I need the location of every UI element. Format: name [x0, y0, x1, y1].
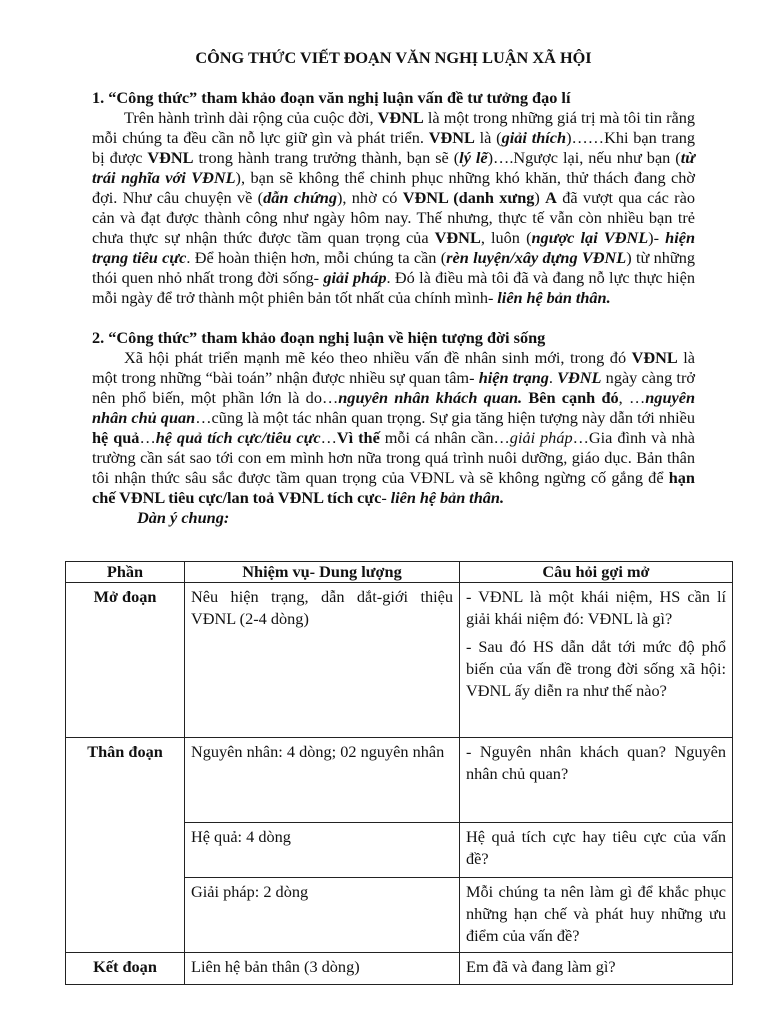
section-2-heading: 2. “Công thức” tham khảo đoạn nghị luận về hiện tượng đời sống [92, 328, 546, 347]
text-run: Bên cạnh đó [528, 388, 619, 407]
text-run: VĐNL [557, 368, 602, 387]
text-run: )……Khi bạn trang bị được [92, 128, 696, 167]
task-cell: Nguyên nhân: 4 dòng; 02 nguyên nhân [185, 738, 460, 823]
task-cell: Nêu hiện trạng, dẫn dắt-giới thiệu VĐNL (2-4 dòng) [185, 583, 460, 738]
text-run: VĐNL [631, 348, 678, 367]
text-run: dẫn chứng [263, 188, 337, 207]
text-run: là ( [474, 128, 502, 147]
text-run: đã vượt qua các rào cản và đạt được thành công như ngày hôm nay. Thế nhưng, thực tế vẫn còn nhiều bạn trẻ chưa thực sự nhận thức được tầm quan trọng của [92, 188, 695, 247]
document-title: CÔNG THỨC VIẾT ĐOẠN VĂN NGHỊ LUẬN XÃ HỘI [195, 48, 592, 67]
table-row-mo-doan [66, 583, 733, 738]
text-run: - [381, 488, 391, 507]
text-run: Vì thế [336, 428, 380, 447]
text-run: lý lẽ [459, 148, 488, 167]
task-cell: Liên hệ bản thân (3 dòng) [185, 953, 460, 985]
text-run: hệ quả tích cực/tiêu cực [155, 428, 321, 447]
text-run: nguyên nhân khách quan. [338, 388, 523, 407]
text-run: A [545, 188, 557, 207]
text-run: ), nhờ có [336, 188, 403, 207]
text-run: ), bạn sẽ không thể chinh phục những khó khăn, thử thách đang chờ đợi. Như câu chuyện về ( [92, 168, 695, 207]
questions-cell: - Nguyên nhân khách quan? Nguyên nhân chủ quan? [460, 738, 733, 823]
task-cell: Giải pháp: 2 dòng [185, 878, 460, 953]
text-run: , luôn ( [480, 228, 532, 247]
section-2-paragraph [92, 348, 695, 508]
text-run: ngày càng trở nên phổ biến, một phần lớn là do… [92, 368, 695, 407]
text-run: VĐNL (danh xưng [402, 188, 535, 207]
text-run: nguyên nhân chủ quan [92, 388, 696, 427]
outline-label: Dàn ý chung: [137, 508, 230, 527]
text-run: …cũng là một tác nhân quan trọng. Sự gia tăng hiện tượng này dẫn tới nhiều [195, 408, 696, 427]
text-run: trong hành trang trưởng thành, bạn sẽ ( [193, 148, 460, 167]
text-run: hiện trạng [478, 368, 549, 387]
table-row-ket-doan [66, 953, 733, 985]
section-cell: Mở đoạn [66, 583, 185, 738]
text-run: liên hệ bản thân. [390, 488, 505, 507]
text-run: hiện trạng tiêu cực [92, 228, 696, 267]
text-run: )….Ngược lại, nếu như bạn ( [487, 148, 681, 167]
text-run: Xã hội phát triển mạnh mẽ kéo theo nhiều vấn đề nhân sinh mới, trong đó [124, 348, 632, 367]
text-run: giải thích [501, 128, 567, 147]
text-run: VĐNL [428, 128, 475, 147]
text-run: . Để hoàn thiện hơn, mỗi chúng ta cần ( [186, 248, 447, 267]
questions-cell: Em đã và đang làm gì? [460, 953, 733, 985]
text-run: … [320, 428, 337, 447]
text-run: ) từ những thói quen nhỏ nhất trong đời sống- [92, 248, 695, 287]
text-run: ) [534, 188, 546, 207]
text-run: là một trong những giá trị mà tôi tin rằng mỗi chúng ta đều cần nỗ lực giữ gìn và phát triển. [92, 108, 695, 147]
text-run: ngược lại VĐNL [531, 228, 649, 247]
questions-cell: Mỗi chúng ta nên làm gì để khắc phục những hạn chế và phát huy những ưu điểm của vấn đề? [460, 878, 733, 953]
document-page [92, 48, 695, 525]
task-cell: Hệ quả: 4 dòng [185, 823, 460, 878]
section-1-paragraph [92, 108, 695, 308]
text-run: là một trong những “bài toán” nhận được nhiều sự quan tâm- [92, 348, 695, 387]
text-run: VĐNL [434, 228, 481, 247]
text-run: từ trái nghĩa với VĐNL [92, 148, 695, 187]
outline-table [65, 561, 733, 985]
text-run: . Đó là điều mà tôi đã và đang nỗ lực thực hiện mỗi ngày để trở thành một phiên bản tốt nhất của chính mình- [92, 268, 695, 307]
text-run: rèn luyện/xây dựng VĐNL [446, 248, 627, 267]
text-run: giải pháp [509, 428, 573, 447]
text-run: , … [618, 388, 646, 407]
questions-cell: Hệ quả tích cực hay tiêu cực của vấn đề? [460, 823, 733, 878]
table-row-nguyen-nhan [66, 738, 733, 823]
header-questions: Câu hỏi gợi mở [460, 562, 733, 583]
section-1-heading: 1. “Công thức” tham khảo đoạn văn nghị luận vấn đề tư tưởng đạo lí [92, 88, 571, 107]
question-line: - Sau đó HS dẫn dắt tới mức độ phổ biến của vấn đề trong đời sống xã hội: VĐNL ấy diễn ra như thế nào? [466, 637, 726, 700]
text-run: )- [648, 228, 666, 247]
table-header-row [66, 562, 733, 583]
question-line: - VĐNL là một khái niệm, HS cần lí giải khái niệm đó: VĐNL là gì? [466, 587, 726, 628]
section-cell: Thân đoạn [66, 738, 185, 953]
text-run: VĐNL [377, 108, 424, 127]
text-run: hệ quả [92, 428, 140, 447]
header-part: Phần [66, 562, 185, 583]
text-run: Trên hành trình dài rộng của cuộc đời, [124, 108, 378, 127]
section-cell: Kết đoạn [66, 953, 185, 985]
text-run: hạn chế VĐNL tiêu cực/lan toả VĐNL tích cực [92, 468, 695, 507]
text-run: mỗi cá nhân cần… [379, 428, 510, 447]
text-run: giải pháp [323, 268, 387, 287]
questions-cell [460, 583, 733, 738]
text-run: liên hệ bản thân. [497, 288, 611, 307]
text-run: VĐNL [147, 148, 194, 167]
text-run: … [139, 428, 156, 447]
header-task: Nhiệm vụ- Dung lượng [185, 562, 460, 583]
text-run: …Gia đình và nhà trường cần sát sao tới con em mình hơn nữa trong quá trình nuôi dưỡng, giáo dục. Bản thân tôi nhận thức sâu sắc được tầm quan trọng của VĐNL và sẽ không ngừng cố gắng để [92, 428, 695, 487]
text-run: . [548, 368, 558, 387]
